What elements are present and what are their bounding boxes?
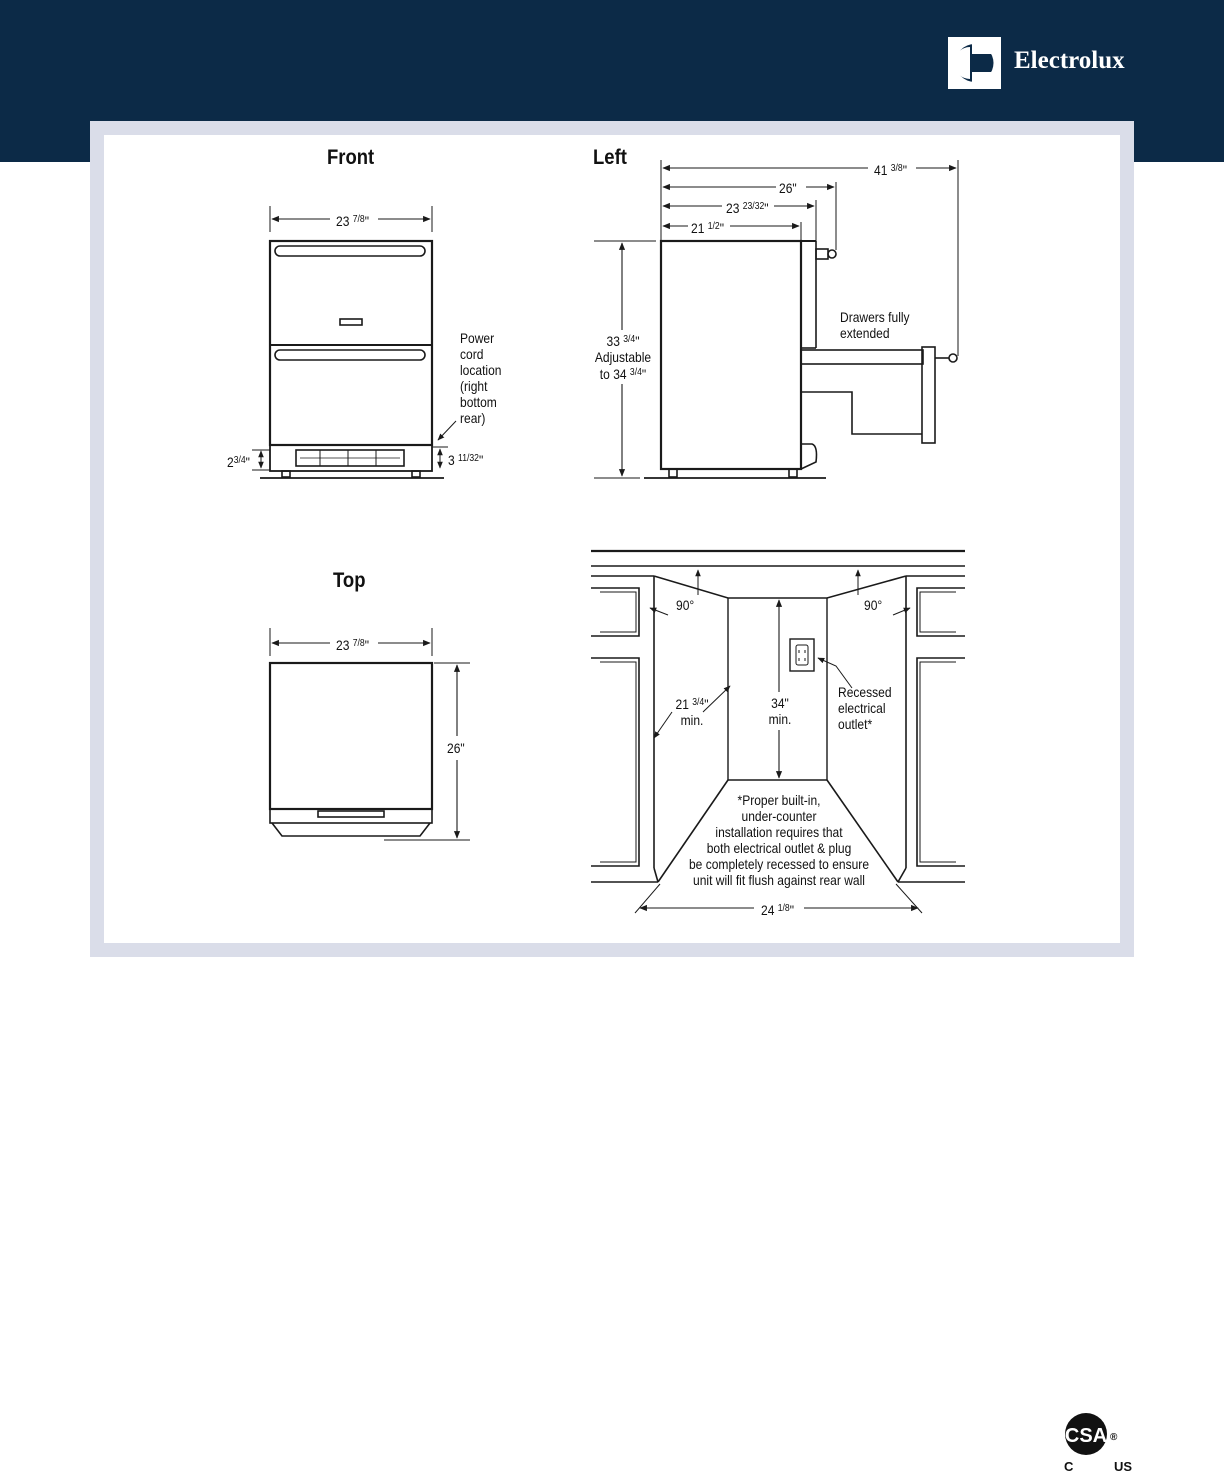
toe-right-num: 11 [458,453,467,464]
height-main-den: 4 [630,334,636,345]
height-adj-den: 4 [637,367,642,378]
opening-width-den: 8 [784,903,790,914]
depth-min-value: 21 $^{3/4}$" [675,696,709,712]
depth-min-num: 3 [692,697,698,708]
outlet-note-line-1: Recessed [838,684,892,700]
power-cord-line-5: bottom [460,394,497,410]
depth-ext-num: 3 [890,163,896,174]
front-toe-left-dimension: $2^{3/4}$" [227,454,250,470]
install-note-line-5: be completely recessed to ensure [688,856,870,872]
top-view-drawing [270,628,470,840]
opening-width-whole: 24 [761,902,775,918]
front-view-drawing [252,206,456,478]
drawers-note-line-2: extended [840,325,890,341]
front-view-title: Front [327,146,375,169]
left-depth-extended: 41 $^{3/8}$" [874,162,907,178]
outlet-note-line-3: outlet* [838,716,873,732]
install-note-line-2: under-counter [741,808,817,824]
height-main-num: 3 [623,334,629,345]
toe-left-num: 3 [233,455,239,466]
depth-min-den: 4 [699,697,705,708]
depth-door-num: 23 [742,201,753,212]
install-note-line-1: *Proper built-in, [737,792,821,808]
top-width-whole: 23 [336,637,350,653]
top-depth-dimension: 26" [447,740,465,756]
depth-door-den: 32 [754,201,765,212]
height-adjustable-label: Adjustable [594,349,652,365]
power-cord-line-1: Power [460,330,495,346]
angle-right-label: 90° [864,597,883,613]
install-note-line-6: unit will fit flush against rear wall [693,872,865,888]
left-depth-door: 23 $^{23/32}$" [726,200,769,216]
depth-door-whole: 23 [726,200,740,216]
height-main: 33 $^{3/4}$" [606,333,640,349]
left-height-dimension [584,332,662,382]
height-adj-num: 3 [629,367,635,378]
depth-ext-den: 8 [897,163,903,174]
csa-logo-icon [1062,1406,1142,1462]
left-view-title: Left [593,146,627,169]
outlet-note-line-2: electrical [838,700,886,716]
csa-right-text: US [1114,1459,1133,1474]
front-width-num: 7 [352,214,358,225]
opening-width-dimension: 24 $^{1/8}$" [761,902,794,918]
depth-min-dimension [668,695,716,728]
depth-min-whole: 21 [675,696,689,712]
install-note-line-3: installation requires that [715,824,843,840]
opening-width-num: 1 [777,903,783,914]
drawers-note-line-1: Drawers fully [840,309,910,325]
top-view-title: Top [333,569,366,592]
front-toe-right-dimension: 3 $^{11/32}$" [448,452,484,468]
power-cord-line-4: (right [460,378,488,394]
height-min-value: 34" [771,695,789,711]
front-width-den: 8 [359,214,365,225]
left-depth-cabinet: 21 $^{1/2}$" [691,220,724,236]
brand-name: Electrolux [1014,47,1125,74]
csa-mark-text: CSA [1064,1425,1108,1447]
toe-left-den: 4 [240,455,246,466]
top-width-den: 8 [359,638,365,649]
power-cord-line-2: cord [460,346,484,362]
toe-left-whole: 2 [227,454,234,470]
front-width-whole: 23 [336,213,350,229]
recessed-outlet-note [838,684,900,732]
installation-note [672,792,886,888]
toe-right-den: 32 [469,453,479,464]
height-min-dimension [760,695,800,727]
depth-cab-num: 1 [707,221,713,232]
height-main-whole: 33 [606,333,620,349]
drawers-extended-note [840,309,921,341]
height-min-label: min. [768,711,792,727]
depth-min-label: min. [680,712,704,728]
top-width-num: 7 [352,638,358,649]
csa-left-text: C [1064,1459,1074,1474]
csa-certification-mark [1062,1406,1142,1476]
toe-right-whole: 3 [448,452,455,468]
power-cord-line-6: rear) [460,410,486,426]
depth-cab-den: 2 [714,221,720,232]
height-adjustable-value: to 34 $^{3/4}$" [599,366,647,382]
power-cord-note [460,330,508,426]
csa-registered: ® [1110,1432,1118,1443]
left-depth-handle: 26" [779,180,797,196]
top-width-dimension: 23 $^{7/8}$" [336,637,369,653]
depth-cab-whole: 21 [691,220,705,236]
angle-left-label: 90° [676,597,695,613]
power-cord-line-3: location [460,362,502,378]
install-note-line-4: both electrical outlet & plug [706,840,852,856]
front-width-dimension: 23 $^{7/8}$" [336,213,369,229]
depth-ext-whole: 41 [874,162,888,178]
height-adj-whole: to 34 [599,366,627,382]
